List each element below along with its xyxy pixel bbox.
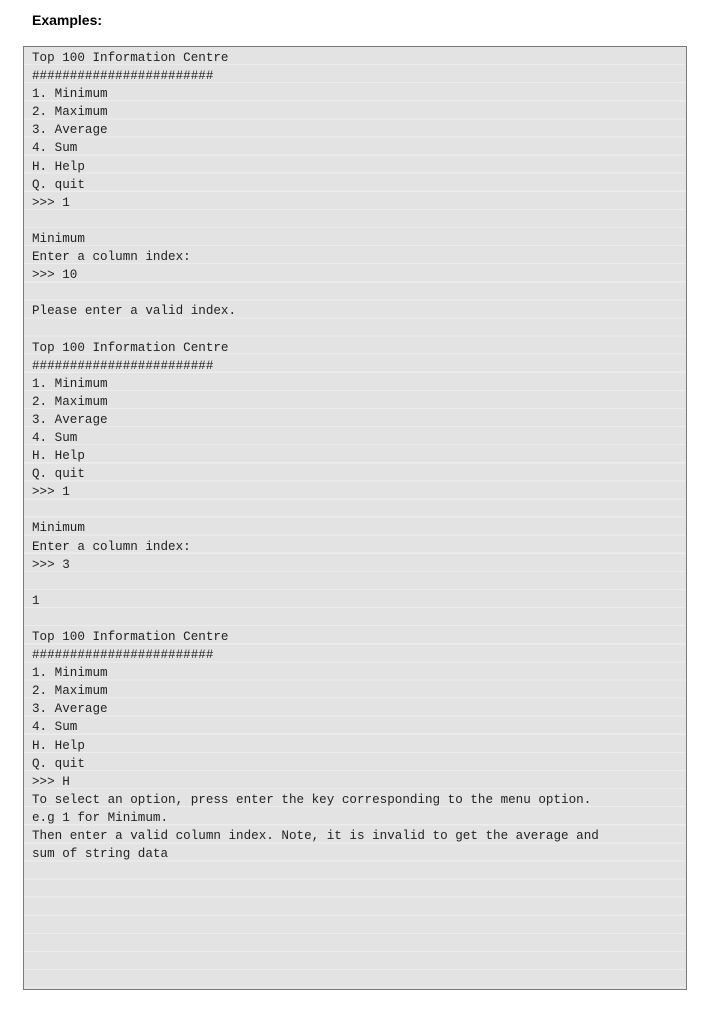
terminal-line: >>> 1 — [32, 485, 70, 500]
terminal-line: Please enter a valid index. — [32, 304, 237, 319]
terminal-line: >>> 1 — [32, 195, 70, 210]
terminal-line: 3. Average — [32, 123, 108, 138]
terminal-line: ######################## — [32, 648, 214, 663]
terminal-line — [32, 320, 686, 338]
terminal-line: 2. Maximum — [32, 105, 108, 120]
terminal-line: 1. Minimum — [32, 376, 108, 391]
terminal-line: H. Help — [32, 738, 85, 753]
terminal-line: 1 — [32, 593, 40, 608]
terminal-line: 1. Minimum — [32, 666, 108, 681]
terminal-line: 4. Sum — [32, 430, 78, 445]
terminal-line: Then enter a valid column index. Note, it is invalid to get the average and — [32, 829, 599, 844]
terminal-line: 3. Average — [32, 702, 108, 717]
examples-heading: Examples: — [32, 12, 103, 28]
terminal-line — [32, 574, 686, 592]
terminal-line: >>> 3 — [32, 557, 70, 572]
terminal-line: H. Help — [32, 159, 85, 174]
terminal-lines — [32, 49, 686, 863]
terminal-line: >>> 10 — [32, 268, 78, 283]
terminal-line: Q. quit — [32, 177, 85, 192]
terminal-line: ######################## — [32, 69, 214, 84]
terminal-line: 3. Average — [32, 412, 108, 427]
terminal-line: 1. Minimum — [32, 87, 108, 102]
terminal-line: Top 100 Information Centre — [32, 340, 229, 355]
terminal-line: e.g 1 for Minimum. — [32, 810, 169, 825]
terminal-line: 2. Maximum — [32, 394, 108, 409]
terminal-line — [32, 610, 686, 628]
terminal-line: Enter a column index: — [32, 539, 191, 554]
terminal-line: ######################## — [32, 358, 214, 373]
terminal-output-box — [23, 46, 687, 990]
terminal-line: 2. Maximum — [32, 684, 108, 699]
terminal-line — [32, 212, 686, 230]
terminal-line: Minimum — [32, 521, 85, 536]
terminal-line — [32, 284, 686, 302]
terminal-line: Enter a column index: — [32, 250, 191, 265]
terminal-line: Top 100 Information Centre — [32, 51, 229, 65]
terminal-line: Q. quit — [32, 756, 85, 771]
terminal-line: To select an option, press enter the key corresponding to the menu option. — [32, 792, 592, 807]
terminal-line: Minimum — [32, 231, 85, 246]
terminal-line: Q. quit — [32, 467, 85, 482]
terminal-line: sum of string data — [32, 847, 169, 862]
terminal-line: 4. Sum — [32, 141, 78, 156]
terminal-line: H. Help — [32, 449, 85, 464]
terminal-line — [32, 501, 686, 519]
terminal-line: 4. Sum — [32, 720, 78, 735]
terminal-line: Top 100 Information Centre — [32, 630, 229, 644]
terminal-line: >>> H — [32, 774, 70, 789]
